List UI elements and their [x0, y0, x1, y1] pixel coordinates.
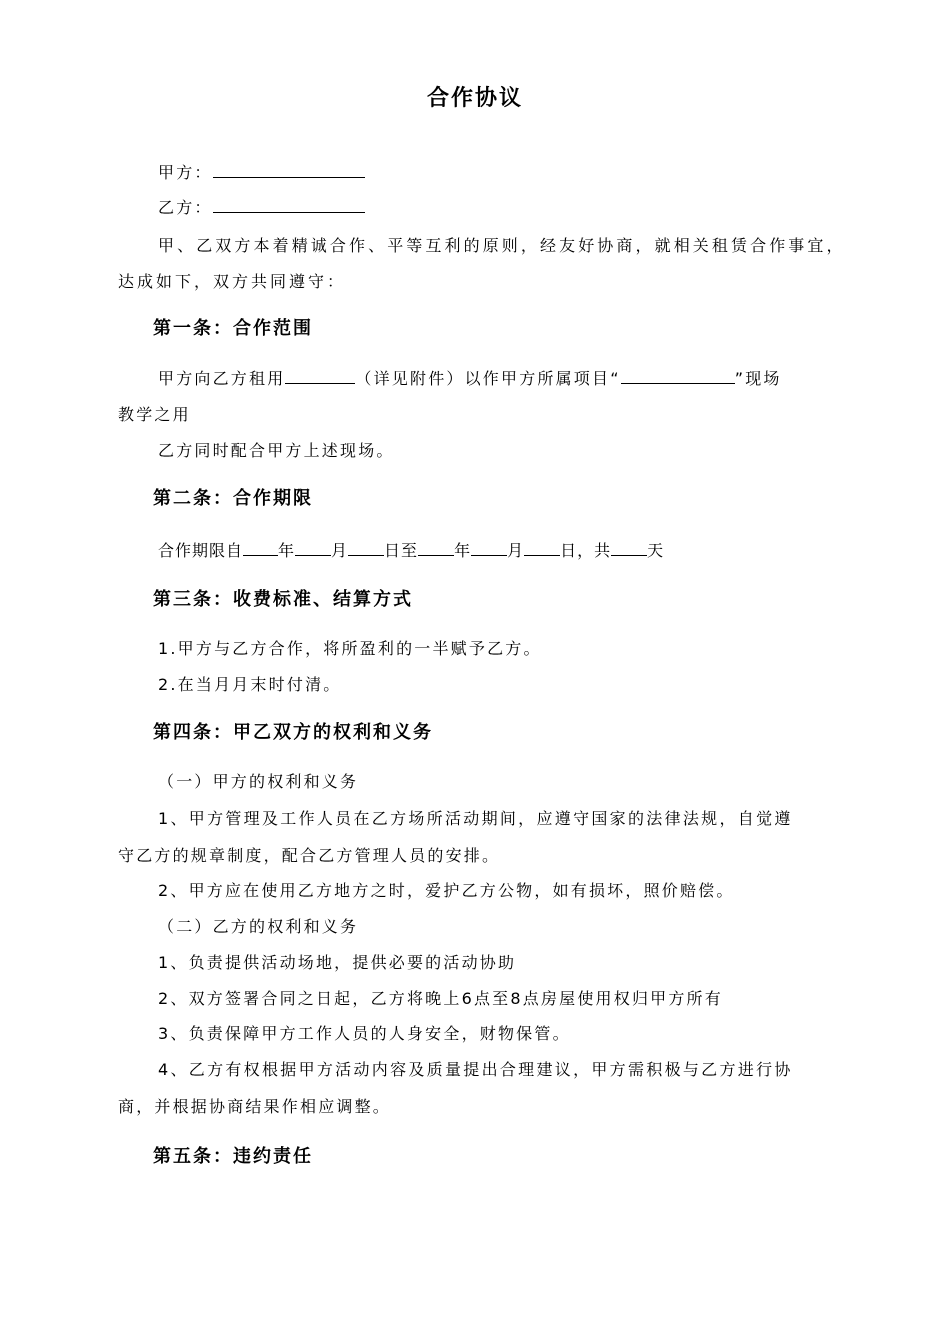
- party-a-label: 甲方：: [158, 163, 213, 182]
- section-4-sub1: （一）甲方的权利和义务: [158, 772, 359, 791]
- scope-text-a: 甲方向乙方租用: [158, 369, 286, 388]
- term-text-5: 年: [454, 541, 472, 560]
- term-text-2: 年: [278, 541, 296, 560]
- section-1-para1-line1: [158, 367, 782, 390]
- term-text-1: 合作期限自: [158, 541, 244, 560]
- section-4-b1: 1、负责提供活动场地，提供必要的活动协助: [158, 953, 517, 972]
- section-3-heading: 第三条：收费标准、结算方式: [153, 589, 413, 610]
- document-title: 合作协议: [426, 86, 523, 111]
- term-text-7: 日，共: [560, 541, 612, 560]
- section-4-a1-line1: 1、甲方管理及工作人员在乙方场所活动期间，应遵守国家的法律法规，自觉遵: [158, 809, 793, 828]
- section-4-a1-line2: 守乙方的规章制度，配合乙方管理人员的安排。: [118, 846, 501, 865]
- start-year-blank: [243, 539, 278, 556]
- rented-item-blank: [285, 367, 355, 384]
- intro-paragraph-line1: 甲、乙双方本着精诚合作、平等互利的原则，经友好协商，就相关租赁合作事宜，: [158, 236, 846, 255]
- party-a-blank: [213, 161, 365, 178]
- end-month-blank: [471, 539, 507, 556]
- section-4-b3: 3、负责保障甲方工作人员的人身安全，财物保管。: [158, 1024, 571, 1043]
- section-4-heading: 第四条：甲乙双方的权利和义务: [153, 722, 433, 743]
- section-4-b4-line2: 商，并根据协商结果作相应调整。: [118, 1097, 392, 1116]
- start-month-blank: [295, 539, 331, 556]
- party-a-line: [158, 161, 365, 184]
- project-name-blank: [621, 367, 735, 384]
- section-1-para2: 乙方同时配合甲方上述现场。: [158, 441, 395, 460]
- start-day-blank: [348, 539, 384, 556]
- section-1-heading: 第一条：合作范围: [153, 318, 313, 339]
- section-2-heading: 第二条：合作期限: [153, 488, 313, 509]
- term-text-8: 天: [647, 541, 665, 560]
- section-4-sub2: （二）乙方的权利和义务: [158, 917, 359, 936]
- section-3-item1: 1.甲方与乙方合作，将所盈利的一半赋予乙方。: [158, 639, 542, 658]
- section-3-item2: 2.在当月月末时付清。: [158, 675, 342, 694]
- scope-text-b: （详见附件）以作甲方所属项目“: [355, 369, 621, 388]
- scope-text-c: ”现场: [734, 369, 782, 388]
- section-4-a2: 2、甲方应在使用乙方地方之时，爱护乙方公物，如有损坏，照价赔偿。: [158, 881, 735, 900]
- section-4-b4-line1: 4、乙方有权根据甲方活动内容及质量提出合理建议，甲方需积极与乙方进行协: [158, 1060, 793, 1079]
- section-1-para1-line2: 教学之用: [118, 405, 191, 424]
- section-4-b2: 2、双方签署合同之日起，乙方将晚上6点至8点房屋使用权归甲方所有: [158, 989, 723, 1008]
- end-year-blank: [418, 539, 454, 556]
- party-b-label: 乙方：: [158, 198, 213, 217]
- intro-paragraph-line2: 达成如下，双方共同遵守：: [118, 272, 347, 291]
- party-b-line: [158, 196, 365, 219]
- term-text-4: 日至: [384, 541, 419, 560]
- term-text-3: 月: [331, 541, 349, 560]
- term-text-6: 月: [507, 541, 525, 560]
- total-days-blank: [611, 539, 647, 556]
- term-line: [158, 539, 664, 562]
- party-b-blank: [213, 196, 365, 213]
- section-5-heading: 第五条：违约责任: [153, 1146, 313, 1167]
- end-day-blank: [524, 539, 560, 556]
